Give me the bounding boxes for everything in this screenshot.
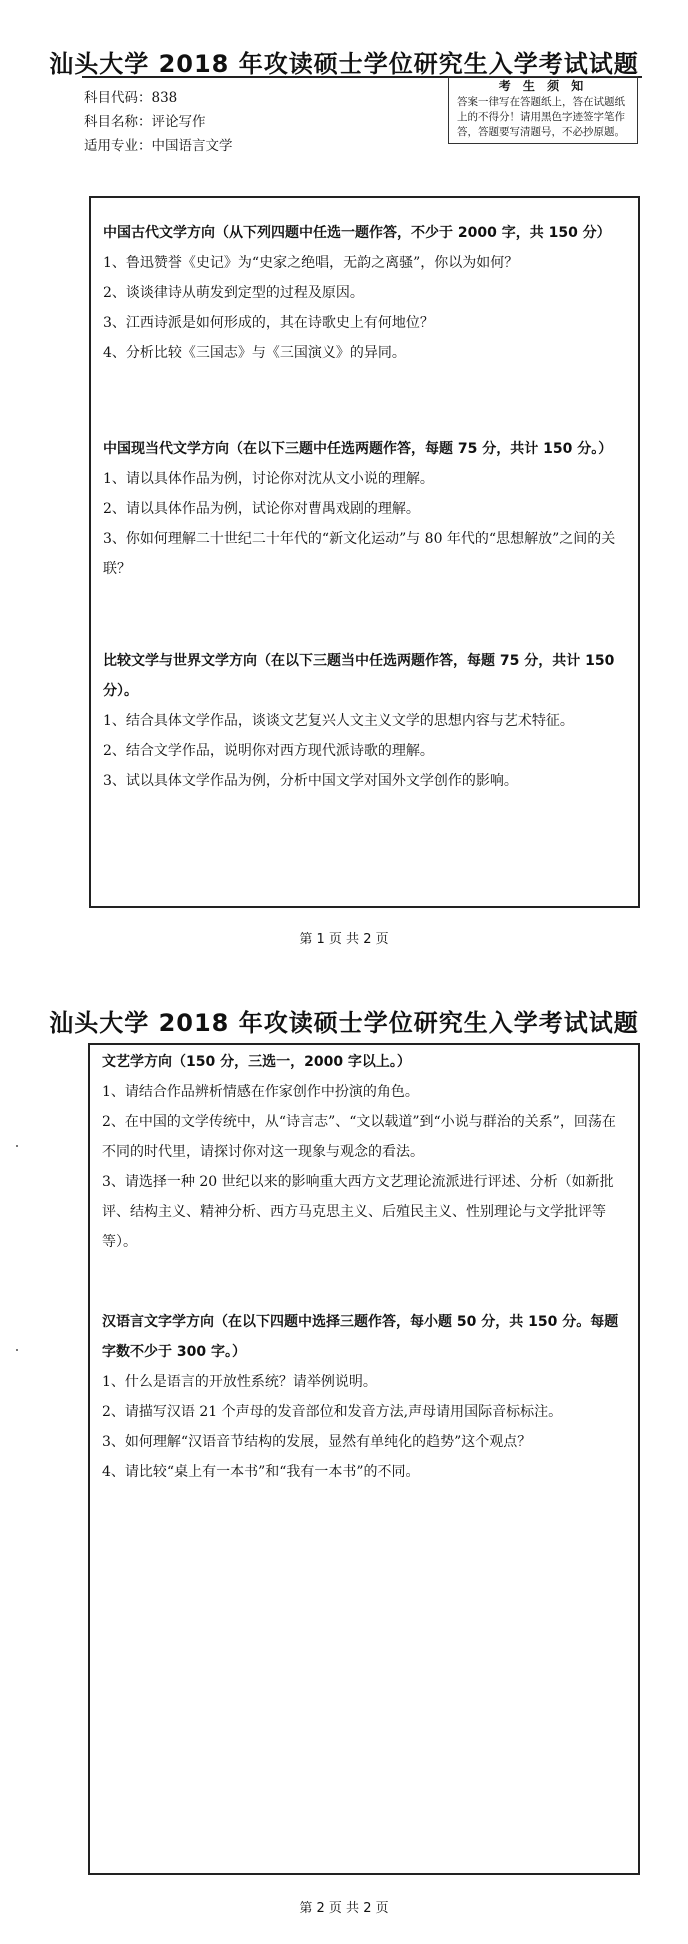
question-item: 1、请以具体作品为例，讨论你对沈从文小说的理解。 — [103, 471, 434, 487]
page-footer: 第 1 页 共 2 页 — [299, 932, 389, 947]
question-item: 2、谈谈律诗从萌发到定型的过程及原因。 — [103, 285, 364, 301]
page-title: 汕头大学 2018 年攻读硕士学位研究生入学考试试题 — [49, 1009, 639, 1037]
question-item: 3、江西诗派是如何形成的，其在诗歌史上有何地位？ — [103, 315, 434, 331]
question-item: 1、鲁迅赞誉《史记》为“史家之绝唱，无韵之离骚”，你以为如何？ — [103, 255, 519, 271]
question-item: 4、分析比较《三国志》与《三国演义》的异同。 — [103, 345, 406, 361]
section-literary-theory — [90, 1047, 638, 1257]
applicable-major: 适用专业：中国语言文学 — [84, 138, 233, 154]
section-chinese-linguistics — [90, 1307, 638, 1487]
section-ancient-literature — [91, 218, 638, 368]
notice-text: 答案一律写在答题纸上，答在试题纸上的不得分！请用黑色字迹签字笔作答，答题要写清题号，不必抄原题。 — [457, 96, 625, 138]
question-item: 3、如何理解“汉语音节结构的发展，显然有单纯化的趋势”这个观点？ — [102, 1434, 532, 1450]
question-item: 1、结合具体文学作品，谈谈文艺复兴人文主义文学的思想内容与艺术特征。 — [103, 713, 574, 729]
section-heading: 文艺学方向（150 分，三选一，2000 字以上。） — [102, 1054, 411, 1070]
section-comparative-literature — [91, 646, 638, 796]
scan-mark — [16, 1145, 18, 1147]
question-box — [88, 1043, 640, 1875]
question-item: 1、什么是语言的开放性系统？请举例说明。 — [102, 1374, 377, 1390]
exam-meta — [84, 86, 233, 158]
question-box — [89, 196, 640, 908]
subject-code: 科目代码：838 — [84, 90, 178, 106]
scan-mark — [16, 1349, 18, 1351]
page-footer: 第 2 页 共 2 页 — [299, 1901, 389, 1916]
candidate-notice-box — [448, 76, 638, 144]
question-item: 3、试以具体文学作品为例，分析中国文学对国外文学创作的影响。 — [103, 773, 518, 789]
page-title: 汕头大学 2018 年攻读硕士学位研究生入学考试试题 — [49, 50, 639, 78]
section-modern-literature — [91, 434, 638, 584]
notice-heading: 考 生 须 知 — [498, 79, 588, 93]
subject-name: 科目名称：评论写作 — [84, 114, 206, 130]
section-heading: 中国现当代文学方向（在以下三题中任选两题作答，每题 75 分，共计 150 分。） — [103, 441, 613, 457]
section-heading: 中国古代文学方向（从下列四题中任选一题作答，不少于 2000 字，共 150 分） — [103, 225, 611, 241]
question-item: 2、在中国的文学传统中，从“诗言志”、“文以载道”到“小说与群治的关系”，回荡在不同的时代里，请探讨你对这一现象与观念的看法。 — [102, 1114, 616, 1160]
question-item: 2、结合文学作品，说明你对西方现代派诗歌的理解。 — [103, 743, 434, 759]
question-item: 3、请选择一种 20 世纪以来的影响重大西方文艺理论流派进行评述、分析（如新批评、结构主义、精神分析、西方马克思主义、后殖民主义、性别理论与文学批评等等）。 — [102, 1174, 614, 1250]
exam-page-2 — [0, 975, 688, 1944]
section-heading: 汉语言文字学方向（在以下四题中选择三题作答，每小题 50 分，共 150 分。每题字数不少于 300 字。） — [102, 1314, 619, 1360]
question-item: 4、请比较“桌上有一本书”和“我有一本书”的不同。 — [102, 1464, 420, 1480]
question-item: 3、你如何理解二十世纪二十年代的“新文化运动”与 80 年代的“思想解放”之间的关联？ — [103, 531, 616, 577]
section-heading: 比较文学与世界文学方向（在以下三题当中任选两题作答，每题 75 分，共计 150 分）。 — [103, 653, 615, 699]
question-item: 2、请以具体作品为例，试论你对曹禺戏剧的理解。 — [103, 501, 420, 517]
question-item: 2、请描写汉语 21 个声母的发音部位和发音方法,声母请用国际音标标注。 — [102, 1404, 563, 1420]
question-item: 1、请结合作品辨析情感在作家创作中扮演的角色。 — [102, 1084, 419, 1100]
